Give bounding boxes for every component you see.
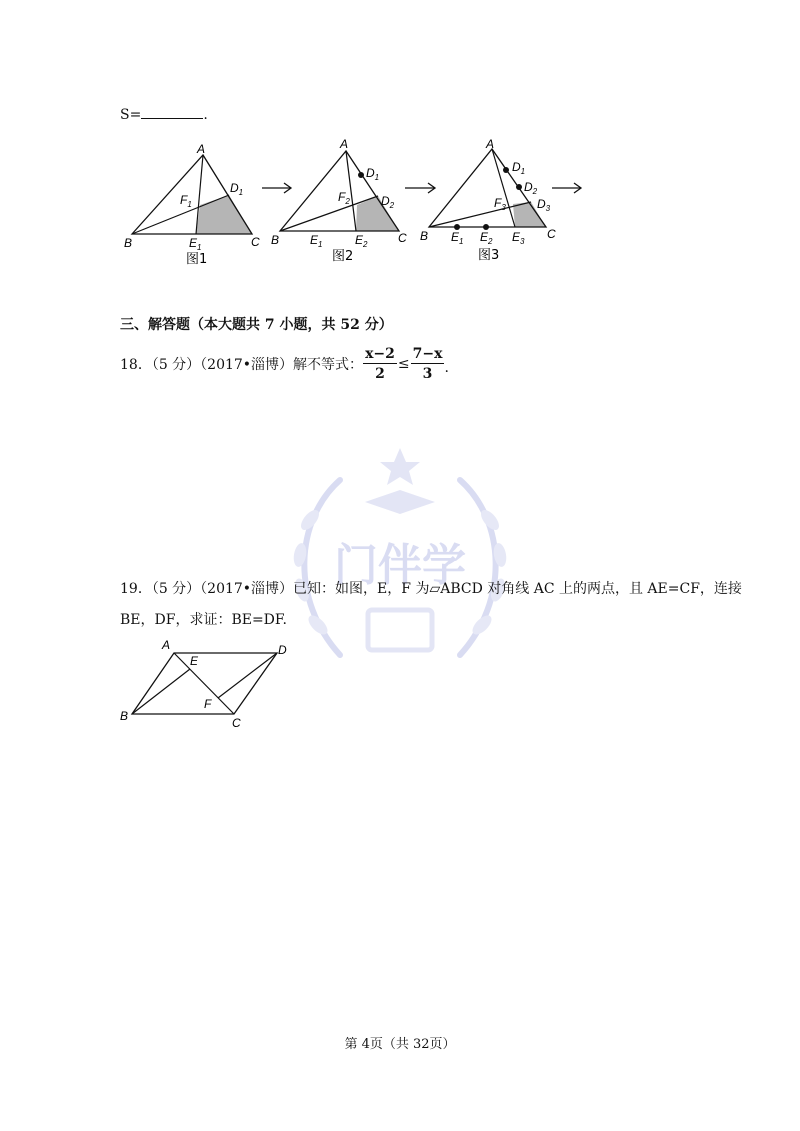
segment-df [218,653,277,698]
fig3-label-e2: $E_2$ [480,230,493,246]
section-three-heading: 三、解答题（本大题共 7 小题，共 52 分） [120,317,393,333]
fig1-label-b: B [124,236,133,250]
fig1-caption: 图1 [186,252,208,267]
arrow-1 [262,183,291,193]
fig1-label-f: $F_1$ [180,193,192,209]
q18-lhs-fraction [363,345,397,384]
label-b: B [120,709,129,723]
s-prefix: S= [120,107,142,123]
fig2-label-b: B [271,233,280,247]
s-answer-line [120,106,208,123]
q18-lhs-numerator: x−2 [365,345,395,362]
fig3-point-d2 [516,184,522,190]
answer-blank [141,106,203,119]
triangle-figures [0,135,800,275]
fig3-label-f: $F_3$ [494,196,506,212]
label-d: D [278,643,287,657]
watermark-text: 门伴学 [334,541,466,590]
fig3-label-d2: $D_2$ [524,180,538,196]
fig3-label-b: B [420,229,429,243]
page-footer: 第 4页（共 32页） [344,1037,456,1052]
fig1-label-c: C [251,235,260,249]
watermark-book-icon [368,610,432,650]
fig3-label-d1: $D_1$ [512,160,526,176]
watermark-cap-icon [365,490,435,514]
q18-rhs-numerator: 7−x [412,345,443,362]
q19-line-2: BE，DF，求证：BE=DF. [120,612,287,628]
question-18 [120,344,449,384]
fig1-label-a: A [197,142,206,156]
fig2-label-d2: $D_2$ [381,194,395,210]
fig3-label-c: C [547,227,556,241]
label-a: A [162,638,171,652]
figure-3 [420,137,556,263]
figure-1 [124,142,260,267]
fig3-label-a: A [486,137,495,151]
fig2-point-d1 [358,172,364,178]
label-f: F [204,697,212,711]
fig2-caption: 图2 [332,249,354,264]
label-e: E [190,654,199,668]
q18-relation: ≤ [397,356,410,372]
q18-suffix: . [444,360,449,376]
watermark-star-icon [380,448,420,485]
label-c: C [232,716,241,730]
fig3-label-e3: $E_3$ [512,230,525,246]
fig2-label-e1: $E_1$ [310,233,323,249]
s-suffix: . [203,107,208,123]
figure-2 [271,137,407,264]
fig2-label-a: A [340,137,349,151]
parallelogram-figure [110,630,310,740]
fig3-point-d1 [503,167,509,173]
fig2-label-f: $F_2$ [338,190,350,206]
q18-rhs-denominator: 3 [422,365,433,382]
fig1-shaded-region [196,195,252,234]
arrow-2 [405,183,435,193]
fig3-label-e1: $E_1$ [451,230,464,246]
fig1-label-e: $E_1$ [189,236,202,252]
q18-rhs-fraction [411,345,445,384]
fig1-label-d: $D_1$ [230,181,244,197]
fig2-label-d1: $D_1$ [366,166,380,182]
q19-line-1: 19．（5 分）（2017•淄博）已知：如图，E，F 为▱ABCD 对角线 AC 上的两点，且 AE=CF，连接 [120,581,742,597]
fig2-label-e2: $E_2$ [355,233,368,249]
q18-lhs-denominator: 2 [375,365,385,382]
segment-be [132,669,190,714]
q18-prefix: 18．（5 分）（2017•淄博）解不等式： [120,357,364,373]
fig3-caption: 图3 [478,248,500,263]
fig3-label-d3: $D_3$ [537,197,551,213]
fig2-label-c: C [398,231,407,245]
arrow-3 [552,183,581,193]
